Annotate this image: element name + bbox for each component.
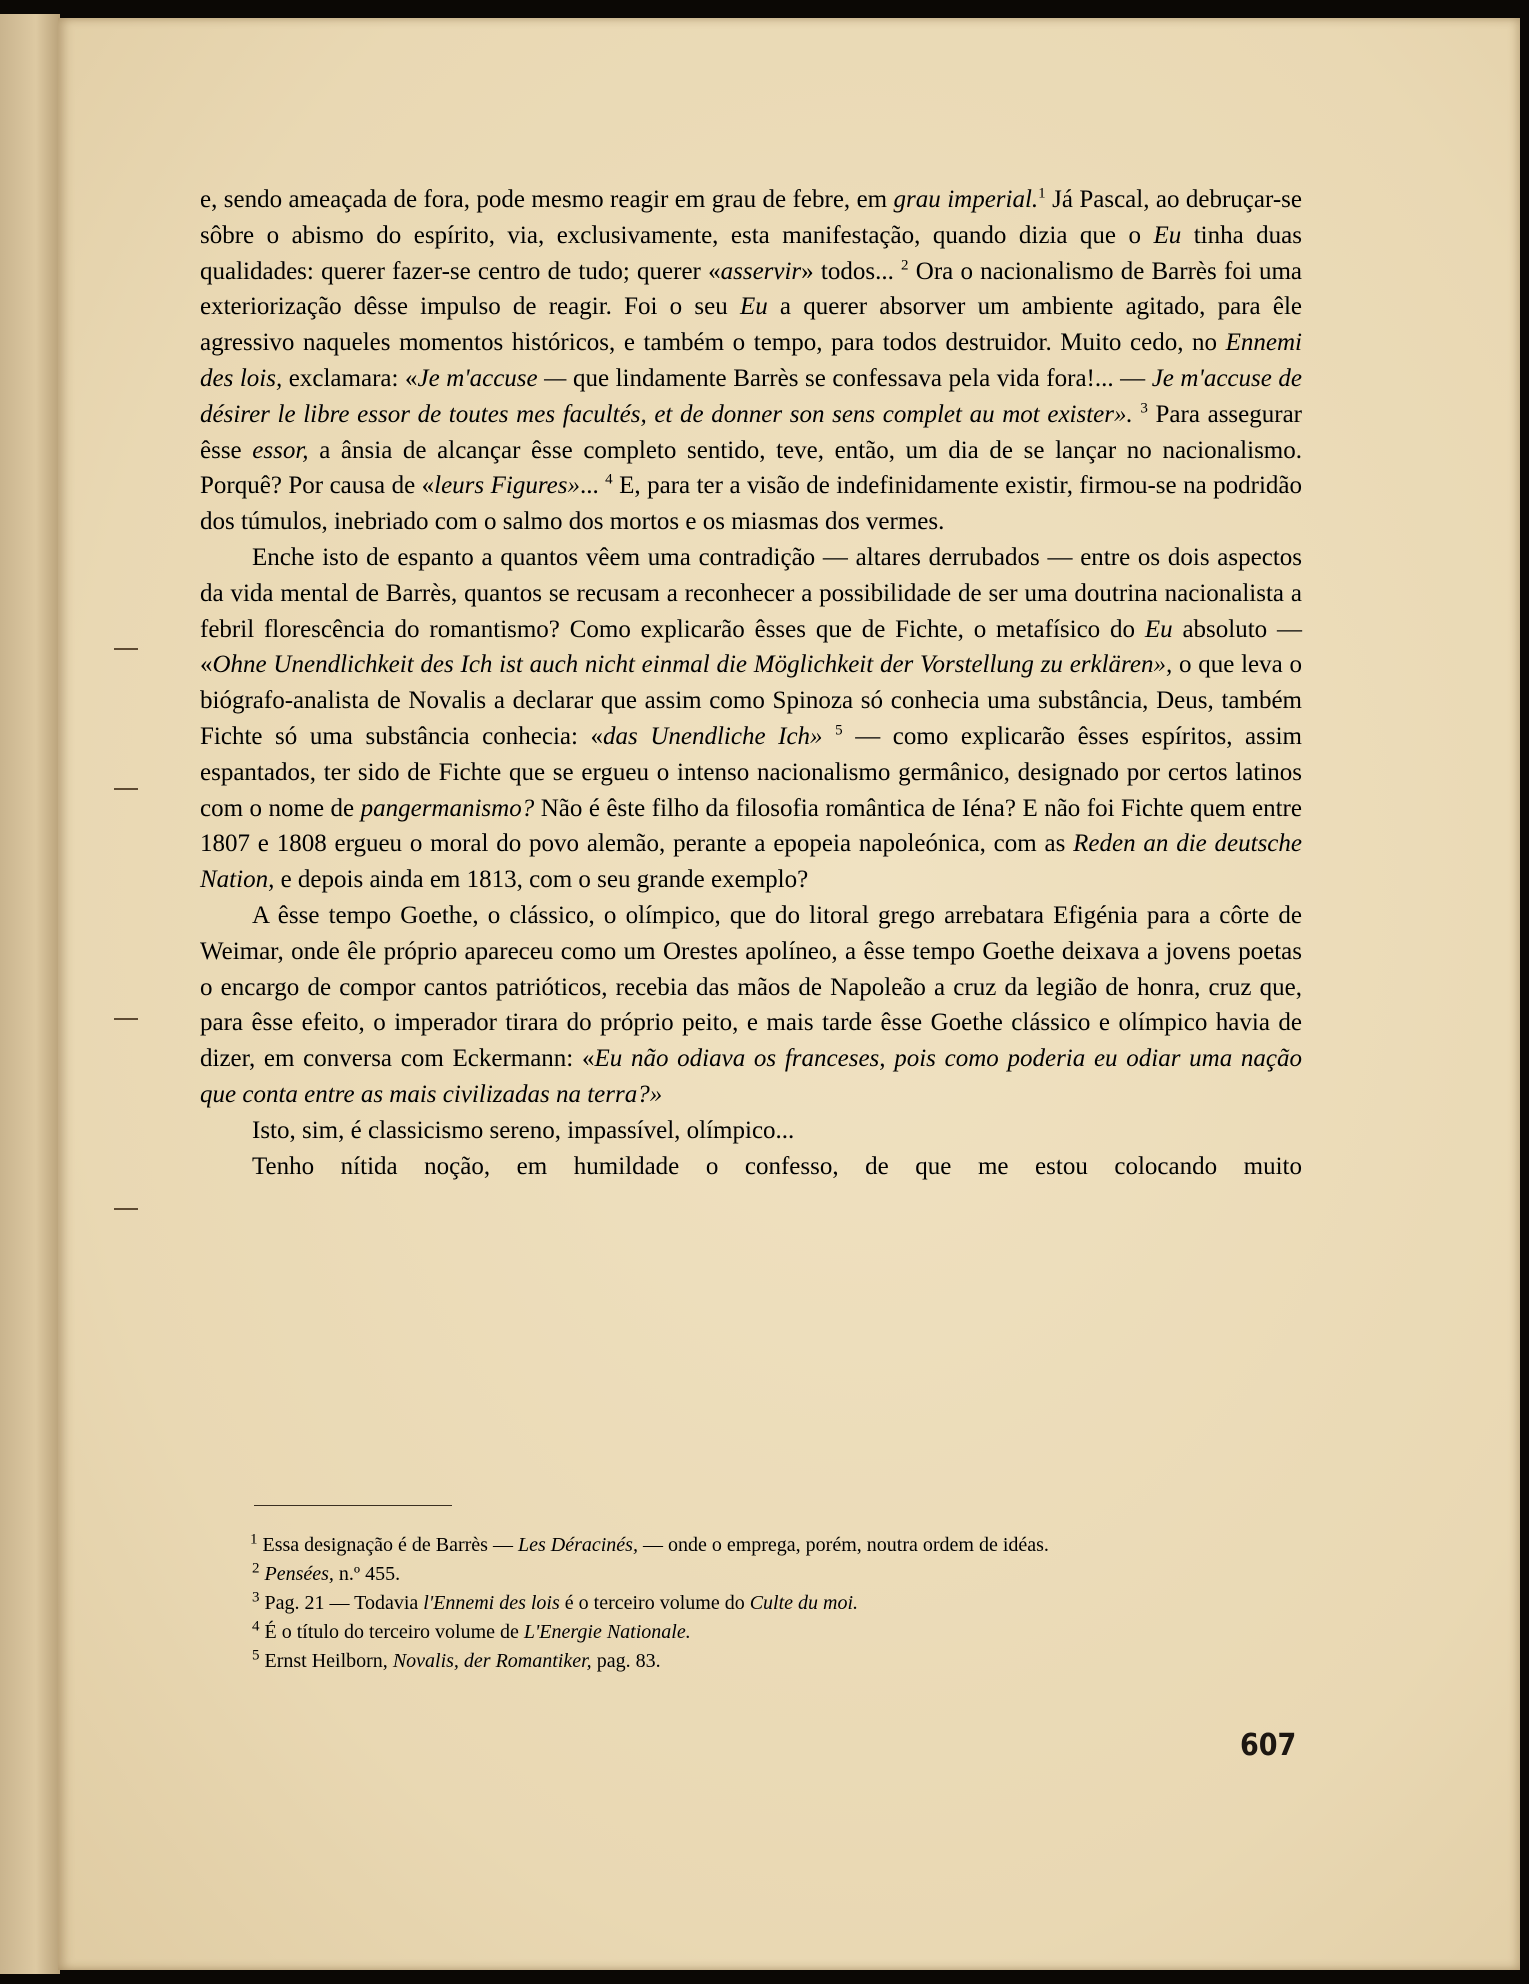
italic-run: Eu <box>739 293 768 321</box>
italic-run: asservir <box>720 257 802 285</box>
text-run: — onde o emprega, porém, noutra ordem de idéas. <box>637 1534 1049 1556</box>
footnote-number: 1 <box>250 1531 258 1548</box>
text-run: ... <box>579 472 599 500</box>
footnote-ref: 2 <box>901 257 909 274</box>
text-run: Enche isto de espanto a quantos vêem uma contradição — altares derrubados — entre os dois aspectos da vida mental de Barrès, quantos se recusam a reconhecer a possibilidade de ser uma doutrina nacionalista a febril florescência do romantismo? Como explicarão êsses que de Fichte, o metafísico do <box>200 543 1302 643</box>
text-run: a querer absorver um ambiente agitado, para êle agressivo naqueles momentos históricos, e também o tempo, para todos destruidor. Muito cedo, no <box>200 293 1303 357</box>
italic-run: Eu não odiava os franceses, pois como poderia eu odiar uma nação que conta entre as mais civilizadas na terra?» <box>200 1045 1302 1108</box>
footnote <box>252 1619 1302 1645</box>
footnote-number: 2 <box>252 1560 260 1577</box>
text-run: Não é êste filho da filosofia romântica de Iéna? E não foi Fichte quem entre 1807 e 1808 ergueu o moral do povo alemão, perante a epopeia napoleónica, com as <box>200 794 1302 858</box>
paragraph: Isto, sim, é classicismo sereno, impassível, olímpico... <box>252 1116 795 1144</box>
footnote-divider <box>254 1505 452 1506</box>
text-run: A êsse tempo Goethe, o clássico, o olímpico, que do litoral grego arrebatara Efigénia para a côrte de Weimar, onde êle próprio apareceu como um Orestes apolíneo, a êsse tempo Goethe deixava a jovens poetas o encargo de compor cantos patrióticos, recebia das mãos de Napoleão a cruz da legião de honra, cruz que, para êsse efeito, o imperador tirara do próprio peito, e mais tarde êsse Goethe clássico e olímpico havia de dizer, em conversa com Eckermann: « <box>200 901 1302 1073</box>
footnote <box>252 1561 1302 1587</box>
italic-run: Novalis, der Romantiker, <box>392 1650 592 1672</box>
italic-run: Ohne Unendlichkeit des Ich ist auch nicht einmal die Möglichkeit der Vorstellung zu erklären», <box>212 651 1173 679</box>
footnote-ref: 1 <box>1038 185 1046 202</box>
footnote <box>250 1532 1302 1558</box>
paragraph: Tenho nítida noção, em humildade o confesso, de que me estou colocando muito <box>252 1152 1302 1180</box>
text-run: — como explicarão êsses espíritos, assim espantados, ter sido de Fichte que se ergueu o intenso nacionalismo germânico, designado por certos latinos com o nome de <box>200 722 1302 822</box>
binding-stitch <box>114 1208 138 1210</box>
italic-run: Reden an die deutsche Nation, <box>200 830 1302 894</box>
previous-page-edge <box>0 14 60 1974</box>
text-run: E, para ter a visão de indefinidamente existir, firmou-se na podridão dos túmulos, inebriado com o salmo dos mortos e os miasmas dos vermes. <box>200 472 1303 536</box>
footnote-number: 3 <box>252 1589 260 1606</box>
italic-run: Eu <box>1144 615 1173 643</box>
text-run: e depois ainda em 1813, com o seu grande exemplo? <box>274 866 809 894</box>
text-run: Essa designação é de Barrès — <box>257 1534 518 1556</box>
footnote <box>252 1590 1302 1616</box>
italic-run: Culte du moi. <box>749 1592 859 1614</box>
text-run: n.º 455. <box>333 1563 401 1585</box>
text-run: Já Pascal, ao debruçar-se sôbre o abismo do espírito, via, exclusivamente, esta manifestação, quando dizia que o <box>200 186 1302 249</box>
italic-run: L'Energie Nationale. <box>523 1621 691 1643</box>
italic-run: leurs Figures» <box>434 472 580 500</box>
footnote-ref: 3 <box>1140 400 1148 417</box>
text-run: e, sendo ameaçada de fora, pode mesmo reagir em grau de febre, em <box>200 186 894 213</box>
text-run: » todos... <box>801 257 894 285</box>
text-run: Para assegurar êsse <box>200 400 1302 464</box>
page-number: 607 <box>1240 1728 1297 1763</box>
italic-run: Ennemi des lois, <box>200 329 1302 392</box>
paragraph <box>200 540 1302 898</box>
binding-stitch <box>114 788 138 790</box>
text-run: exclamara: « <box>282 364 418 392</box>
paragraph <box>200 898 1302 1113</box>
text-run: Pag. 21 — Todavia <box>259 1592 424 1614</box>
text-run: tinha duas qualidades: querer fazer-se centro de tudo; querer « <box>200 221 1302 285</box>
text-run: Ernst Heilborn, <box>259 1650 393 1672</box>
footnote-ref: 4 <box>605 472 613 489</box>
footnote <box>252 1648 1302 1674</box>
paragraph <box>200 182 1302 540</box>
italic-run: das Unendliche Ich» <box>603 722 823 750</box>
footnotes <box>252 1532 1302 1677</box>
italic-run: grau imperial. <box>893 186 1039 213</box>
italic-run: Les Déracinés, <box>517 1534 638 1556</box>
text-run: pag. 83. <box>591 1650 661 1672</box>
binding-stitch <box>114 648 138 650</box>
binding-stitch <box>114 1018 138 1020</box>
italic-run: Je m'accuse — <box>417 364 567 392</box>
text-run: o que leva o biógrafo-analista de Novalis a declarar que assim como Spinoza só conhecia uma substância, Deus, também Fichte só uma substância conhecia: « <box>200 651 1303 750</box>
footnote-number: 5 <box>252 1647 260 1664</box>
italic-run: Pensées, <box>264 1563 334 1585</box>
main-text <box>200 182 1302 1184</box>
text-run: Ora o nacionalismo de Barrès foi uma exteriorização dêsse impulso de reagir. Foi o seu <box>200 257 1302 321</box>
text-run: É o título do terceiro volume de <box>259 1621 524 1643</box>
footnote-number: 4 <box>252 1618 260 1635</box>
italic-run: essor, <box>252 436 309 464</box>
italic-run: pangermanismo? <box>360 794 535 822</box>
footnote-ref: 5 <box>835 722 843 739</box>
italic-run: Eu <box>1153 221 1182 249</box>
text-run: a ânsia de alcançar êsse completo sentido, teve, então, um dia de se lançar no nacionalismo. Porquê? Por causa de « <box>200 436 1302 500</box>
italic-run: Je m'accuse de désirer le libre essor de toutes mes facultés, et de donner son sens complet au mot exister». <box>200 364 1302 428</box>
text-run: que lindamente Barrès se confessava pela vida fora!... — <box>566 364 1152 392</box>
text-run: é o terceiro volume do <box>559 1592 750 1614</box>
italic-run: l'Ennemi des lois <box>423 1592 560 1614</box>
text-run: absoluto — « <box>200 615 1302 679</box>
